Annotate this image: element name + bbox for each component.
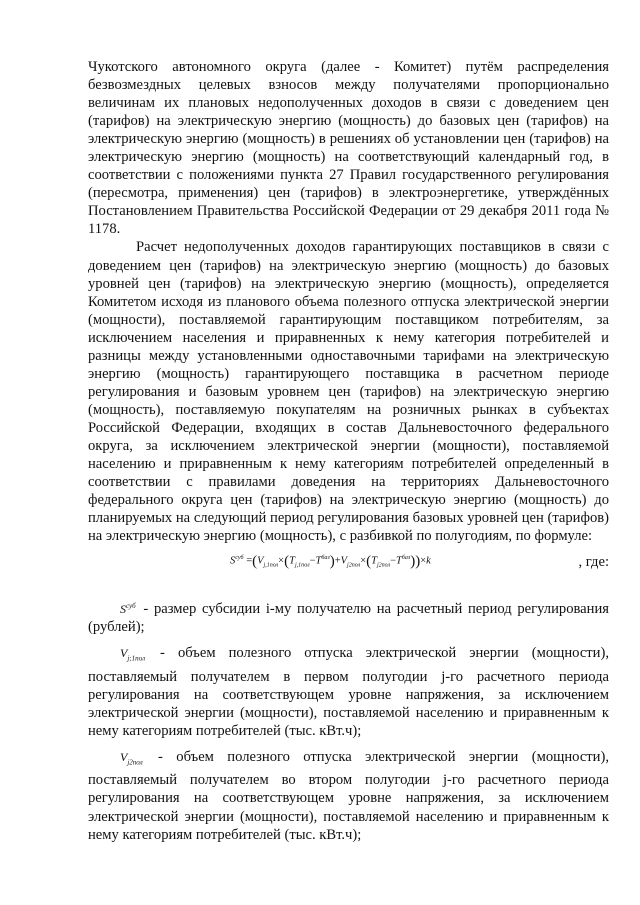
definition-subsidy-desc: - размер субсидии i-му получателю на расчетный период регулирования (рублей);: [88, 601, 609, 636]
formula-open-paren-1: (: [284, 553, 290, 570]
formula-v1: V: [257, 555, 264, 567]
symbol-s-sub: [120, 597, 136, 618]
formula-tb2-sup: баз: [401, 555, 411, 562]
formula-tb1: T: [315, 555, 322, 567]
formula-minus-2: −: [390, 555, 397, 567]
formula-tb1-sup: баз: [321, 555, 330, 562]
formula-row: [88, 549, 609, 583]
document-page: [88, 58, 609, 852]
formula-v1-sub: j,1пол: [263, 562, 279, 569]
formula-minus-1: −: [309, 555, 316, 567]
formula-plus: +: [334, 555, 341, 567]
definition-v1: [88, 644, 609, 740]
symbol-s-sup: суб: [126, 602, 136, 611]
formula-t1-sub: j,1пол: [294, 562, 310, 569]
formula-times-3: ×: [420, 555, 427, 567]
formula-open-bracket: (: [252, 553, 258, 570]
formula-t1: T: [289, 555, 295, 567]
symbol-s-letter: S: [120, 602, 126, 617]
definition-subsidy: [88, 597, 609, 636]
symbol-v1: [120, 644, 145, 667]
formula-ending: , где:: [578, 554, 609, 571]
paragraph-intro: Чукотского автономного округа (далее - Комитет) путём распределения безвозмездных целевых взносов между получателями пропорционально величинам их плановых недополученных доходов в связи с доведением цен (тарифов) на электрическую энергию (мощность) до базовых цен (тарифов) на электрическую энергию (мощность) в решениях об установлении цен (тарифов) на электрическую энергию (мощность) на соответствующий календарный год, в соответствии с положениями пункта 27 Правил государственного регулирования (пересмотра, применения) цен (тарифов) в электроэнергетике, утверждённых Постановлением Правительства Российской Федерации от 29 декабря 2011 года № 1178.: [88, 59, 609, 238]
formula-tb2: T: [396, 555, 402, 567]
definition-v2-text: [88, 748, 609, 844]
symbol-v2: [120, 748, 143, 771]
formula-eq: =: [246, 555, 253, 567]
definition-v2-desc: - объем полезного отпуска электрической энергии (мощности), поставляемый получателем во втором полугодии j-го расчетного периода регулирования на соответствующем уровне напряжения, за исключением электрической энергии (мощности), поставляемой населению и приравненным к нему категориям потребителей (тыс. кВт.ч);: [88, 748, 609, 843]
symbol-v1-letter: V: [120, 646, 128, 661]
definition-v1-desc: - объем полезного отпуска электрической энергии (мощности), поставляемый получателем в первом полугодии j-го расчетного периода регулирования на соответствующем уровне напряжения, за исключением электрической энергии (мощности), поставляемой населению и приравненным к нему категориям потребителей (тыс. кВт.ч);: [88, 645, 609, 739]
formula-open-paren-2: (: [366, 553, 372, 570]
formula-close-bracket: ): [415, 553, 421, 570]
symbol-v1-sub: j;1пол: [127, 654, 145, 663]
formula-close-paren-1: ): [329, 553, 335, 570]
formula-v2-sub: j2пол: [347, 562, 361, 569]
symbol-v2-sub: j2пол: [127, 758, 143, 767]
definition-v2: [88, 748, 609, 844]
formula-times-2: ×: [360, 555, 367, 567]
formula-close-paren-2: ): [410, 553, 416, 570]
formula-s: S: [230, 555, 236, 567]
formula-s-sup: суб: [235, 555, 244, 562]
formula-v2: V: [340, 555, 348, 567]
formula-t2: T: [371, 555, 377, 567]
formula-t2-sub: j2пол: [376, 562, 391, 569]
formula-k: k: [426, 555, 431, 567]
definition-subsidy-text: [88, 597, 609, 636]
symbol-v2-letter: V: [120, 749, 128, 764]
paragraph-calculation: Расчет недополученных доходов гарантирующих поставщиков в связи с доведением цен (тарифов) на электрическую энергию (мощность) до базовых уровней цен (тарифов) на электрическую энергию (мощность), определяется Комитетом исходя из планового объема полезного отпуска электрической энергии (мощности), поставляемой гарантирующим поставщиком потребителям, за исключением населения и приравненных к нему категория потребителей и разницы между установленными одноставочными тарифами на электрическую энергию (мощность) гарантирующего поставщика в расчетном периоде регулирования и базовым уровнем цен (тарифов) на электрическую энергию (мощность), поставляемую покупателям на розничных рынках в субъектах Российской Федерации, входящих в состав Дальневосточного федерального округа, за исключением электрической энергии (мощности), поставляемой населению и приравненным к нему категориям потребителей определенный в соответствии с правилами доведения на территориях Дальневосточного федерального округа цен (тарифов) на электрическую энергию (мощность) до планируемых на следующий период регулирования базовых уровней цен (тарифов) на электрическую энергию (мощность), с разбивкой по полугодиям, по формуле:: [88, 239, 609, 545]
definition-v1-text: [88, 644, 609, 740]
formula-times-1: ×: [278, 555, 285, 567]
subsidy-formula: [230, 551, 431, 573]
